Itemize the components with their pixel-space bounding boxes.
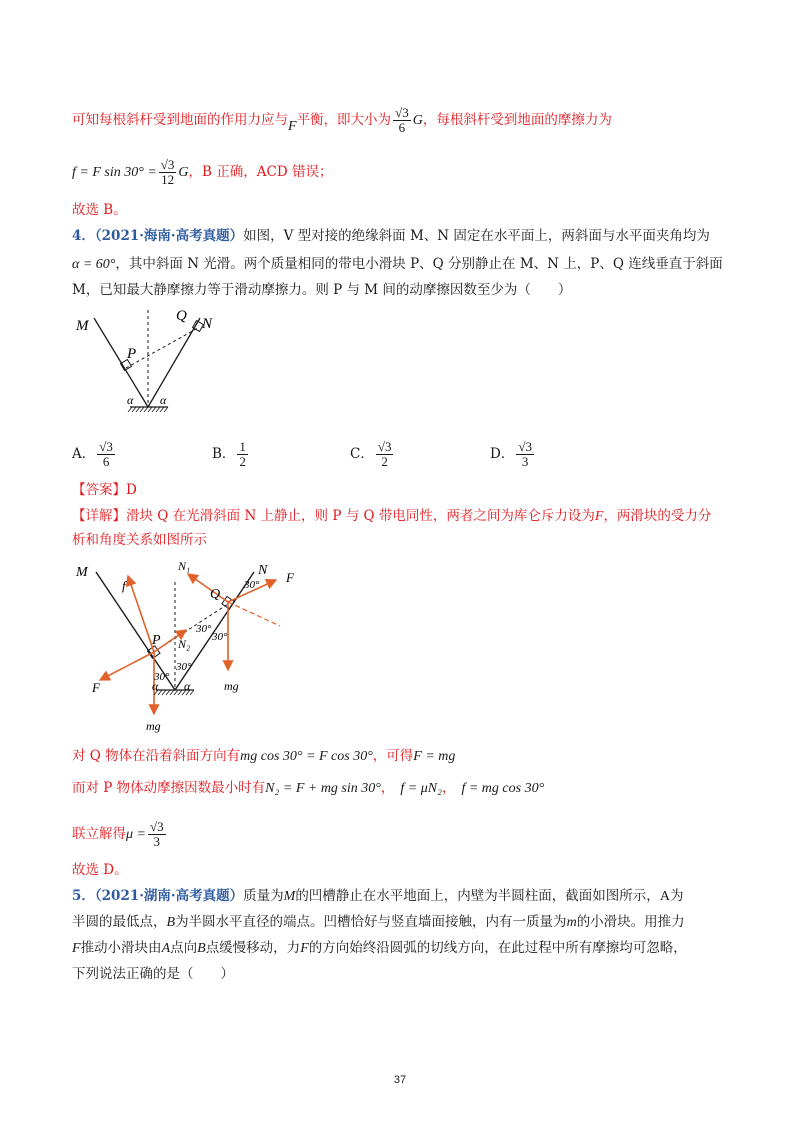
q5-line-2: 半圆的最低点，B为半圆水平直径的端点。凹槽恰好与竖直墙面接触，内有一质量为m的小滑块。用推力 bbox=[72, 914, 685, 930]
svg-text:N₁: N₁ bbox=[178, 559, 191, 573]
q4-line-1: 4．（2021·海南·高考真题）如图，V 型对接的绝缘斜面 M、N 固定在水平面上，两斜面与水平面夹角均为 bbox=[72, 228, 710, 244]
prev-choose: 故选 B。 bbox=[72, 202, 127, 218]
label-alpha-right: α bbox=[160, 393, 167, 407]
label-alpha-left: α bbox=[127, 393, 134, 407]
svg-text:30°: 30° bbox=[176, 661, 192, 673]
q4-line-3: M，已知最大静摩擦力等于滑动摩擦力。则 P 与 M 间的动摩擦因数至少为（ ） bbox=[72, 282, 572, 298]
label-M: M bbox=[76, 318, 89, 334]
svg-text:f: f bbox=[122, 578, 126, 593]
svg-text:M: M bbox=[76, 565, 88, 580]
q4-figure bbox=[70, 300, 230, 420]
svg-text:F: F bbox=[92, 680, 100, 695]
svg-text:Q: Q bbox=[210, 587, 221, 602]
q5-line-4: 下列说法正确的是（ ） bbox=[72, 966, 234, 982]
svg-text:30°: 30° bbox=[196, 623, 212, 635]
svg-text:30°: 30° bbox=[244, 579, 260, 591]
svg-text:N: N bbox=[258, 563, 268, 578]
svg-text:α: α bbox=[152, 679, 159, 693]
label-Q: Q bbox=[176, 308, 187, 324]
option-b[interactable]: B． $\frac{1}{2}$ bbox=[212, 439, 246, 469]
page-number: 37 bbox=[393, 1074, 407, 1086]
option-c[interactable]: C． $\frac{√3}{2}$ bbox=[350, 439, 392, 469]
svg-text:N₂: N₂ bbox=[178, 637, 191, 651]
q4-force-figure bbox=[70, 552, 310, 737]
label-N: N bbox=[202, 316, 213, 332]
option-d[interactable]: D． $\frac{√3}{3}$ bbox=[490, 439, 532, 469]
detail-line-2: 析和角度关系如图所示 bbox=[72, 532, 207, 548]
fraction: $\frac{√3}{12}$ bbox=[160, 157, 175, 187]
eq-line-1: 对 Q 物体在沿着斜面方向有mg cos 30° = F cos 30°，可得F = mg bbox=[72, 748, 456, 764]
svg-text:30°: 30° bbox=[212, 631, 228, 643]
eq-line-2: 而对 P 物体动摩擦因数最小时有N₂ = F + mg sin 30°， f = μN₂， f = mg cos 30° bbox=[72, 780, 545, 796]
svg-text:F: F bbox=[286, 570, 294, 585]
eq-line-3: 联立解得μ = $\frac{√3}{3}$ bbox=[72, 819, 164, 849]
q4-line-2: α = 60°，其中斜面 N 光滑。两个质量相同的带电小滑块 P、Q 分别静止在 M、N 上，P、Q 连线垂直于斜面 bbox=[72, 256, 723, 272]
svg-text:α: α bbox=[184, 679, 191, 693]
fraction: $\frac{√3}{6}$ bbox=[395, 105, 409, 135]
option-a[interactable]: A． $\frac{√3}{6}$ bbox=[72, 439, 113, 469]
prev-line-1: 可知每根斜杆受到地面的作用力应与F平衡，即大小为 $\frac{√3}{6}$ G，每根斜杆受到地面的摩擦力为 bbox=[72, 105, 612, 135]
svg-text:mg: mg bbox=[146, 719, 161, 733]
svg-text:30°: 30° bbox=[154, 671, 170, 683]
prev-line-2: f = F sin 30° = $\frac{√3}{12}$ G，B 正确，ACD 错误； bbox=[72, 157, 333, 187]
label-P: P bbox=[127, 346, 137, 362]
answer: 【答案】D bbox=[72, 482, 137, 498]
q5-line-1: 5．（2021·湖南·高考真题）质量为M的凹槽静止在水平地面上，内壁为半圆柱面，截面如图所示，A为 bbox=[72, 888, 684, 904]
q5-line-3: F推动小滑块由A点向B点缓慢移动，力F的方向始终沿圆弧的切线方向，在此过程中所有摩擦均可忽略， bbox=[72, 940, 687, 956]
svg-text:mg: mg bbox=[224, 679, 239, 693]
detail-line-1: 【详解】滑块 Q 在光滑斜面 N 上静止，则 P 与 Q 带电同性，两者之间为库仑斥力设为F，两滑块的受力分 bbox=[72, 508, 712, 524]
svg-text:P: P bbox=[152, 633, 161, 648]
q4-choose: 故选 D。 bbox=[72, 862, 128, 878]
